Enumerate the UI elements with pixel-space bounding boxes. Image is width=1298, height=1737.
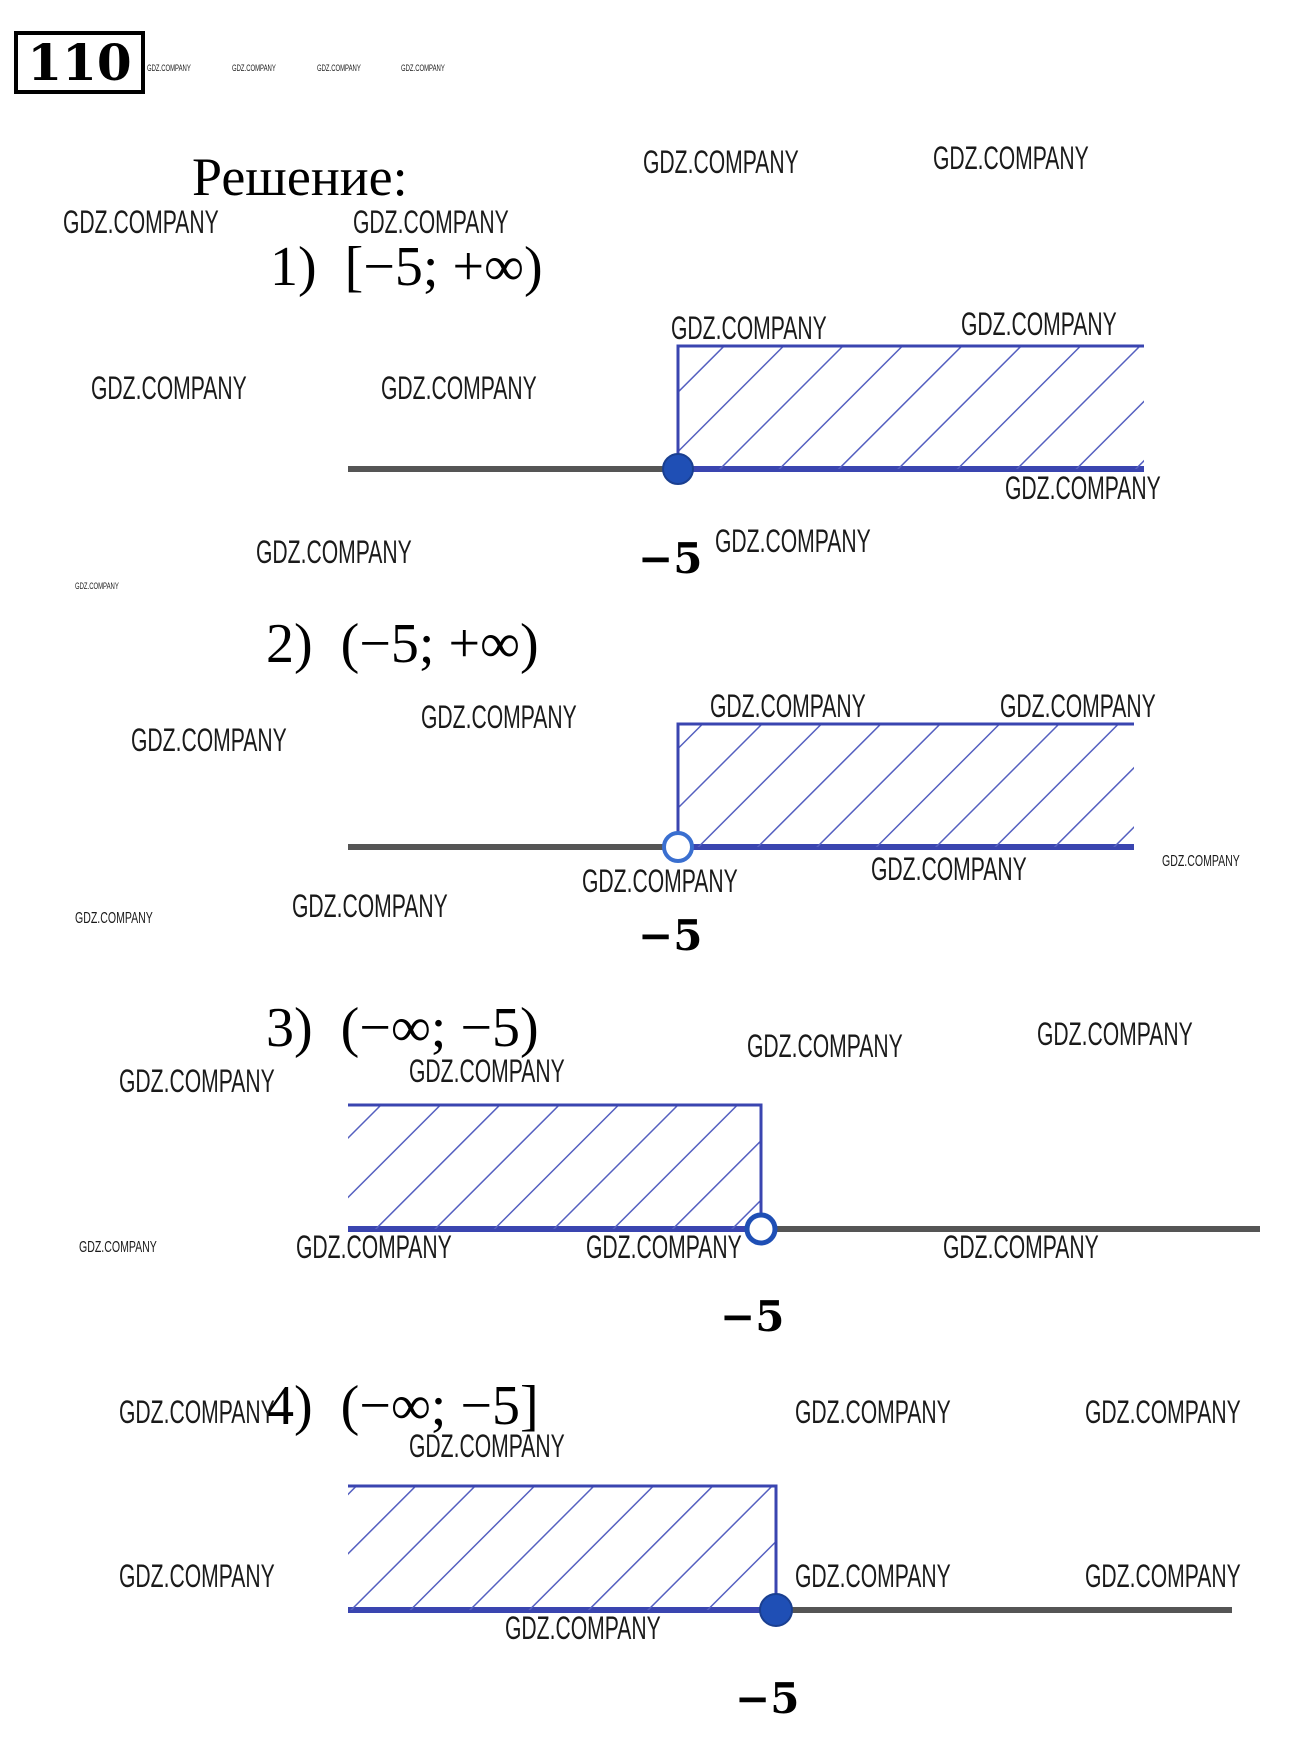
watermark: GDZ.COMPANY bbox=[1085, 1558, 1241, 1594]
watermark: GDZ.COMPANY bbox=[505, 1610, 661, 1646]
watermark: GDZ.COMPANY bbox=[421, 699, 577, 735]
watermark: GDZ.COMPANY bbox=[1085, 1394, 1241, 1430]
watermark: GDZ.COMPANY bbox=[871, 851, 1027, 887]
watermark: GDZ.COMPANY bbox=[747, 1028, 903, 1064]
tick-label-4: −5 bbox=[735, 1674, 800, 1723]
watermark: GDZ.COMPANY bbox=[643, 144, 799, 180]
number-line-4 bbox=[348, 1486, 1232, 1626]
shade-1 bbox=[678, 346, 1144, 469]
watermark: GDZ.COMPANY bbox=[119, 1558, 275, 1594]
tick-label-3: −5 bbox=[720, 1292, 785, 1341]
watermark: GDZ.COMPANY bbox=[119, 1063, 275, 1099]
watermark: GDZ.COMPANY bbox=[119, 1394, 275, 1430]
watermark: GDZ.COMPANY bbox=[671, 310, 827, 346]
point-4-filled bbox=[760, 1594, 792, 1626]
shade-3 bbox=[348, 1105, 761, 1229]
watermark: GDZ.COMPANY bbox=[79, 1239, 157, 1256]
watermark: GDZ.COMPANY bbox=[582, 863, 738, 899]
item-3-label: 3) (−∞; −5) bbox=[266, 997, 539, 1059]
number-line-3 bbox=[348, 1105, 1260, 1243]
shade-4 bbox=[348, 1486, 776, 1610]
point-1-filled bbox=[663, 454, 693, 484]
watermark: GDZ.COMPANY bbox=[63, 204, 219, 240]
tick-label-2: −5 bbox=[638, 911, 703, 960]
watermark: GDZ.COMPANY bbox=[1037, 1016, 1193, 1052]
watermark: GDZ.COMPANY bbox=[296, 1229, 452, 1265]
watermark: GDZ.COMPANY bbox=[381, 370, 537, 406]
watermark: GDZ.COMPANY bbox=[795, 1558, 951, 1594]
watermark: GDZ.COMPANY bbox=[256, 534, 412, 570]
item-2-label: 2) (−5; +∞) bbox=[266, 613, 539, 675]
watermark: GDZ.COMPANY bbox=[232, 63, 276, 73]
item-1-label: 1) [−5; +∞) bbox=[270, 236, 543, 298]
item-3-interval: (−∞; −5) bbox=[340, 997, 539, 1059]
watermark: GDZ.COMPANY bbox=[91, 370, 247, 406]
watermark: GDZ.COMPANY bbox=[1162, 853, 1240, 870]
number-line-2 bbox=[348, 724, 1134, 861]
number-line-1 bbox=[348, 346, 1144, 484]
item-4-interval: (−∞; −5] bbox=[340, 1375, 539, 1437]
watermark: GDZ.COMPANY bbox=[317, 63, 361, 73]
watermark: GDZ.COMPANY bbox=[710, 688, 866, 724]
watermark: GDZ.COMPANY bbox=[353, 204, 509, 240]
item-1-interval: [−5; +∞) bbox=[344, 236, 543, 298]
watermark: GDZ.COMPANY bbox=[75, 581, 119, 591]
watermark: GDZ.COMPANY bbox=[409, 1053, 565, 1089]
watermark: GDZ.COMPANY bbox=[943, 1229, 1099, 1265]
solution-heading: Решение: bbox=[192, 147, 408, 207]
watermark: GDZ.COMPANY bbox=[961, 306, 1117, 342]
watermark: GDZ.COMPANY bbox=[292, 888, 448, 924]
watermark: GDZ.COMPANY bbox=[795, 1394, 951, 1430]
watermark: GDZ.COMPANY bbox=[409, 1428, 565, 1464]
point-2-hollow bbox=[664, 833, 692, 861]
item-4-label: 4) (−∞; −5] bbox=[266, 1375, 539, 1437]
tick-label-1: −5 bbox=[638, 534, 703, 583]
point-3-hollow bbox=[747, 1215, 775, 1243]
watermark: GDZ.COMPANY bbox=[1000, 688, 1156, 724]
watermark: GDZ.COMPANY bbox=[586, 1229, 742, 1265]
watermark: GDZ.COMPANY bbox=[715, 523, 871, 559]
watermark: GDZ.COMPANY bbox=[1005, 470, 1161, 506]
shade-2 bbox=[678, 724, 1134, 847]
watermark: GDZ.COMPANY bbox=[131, 722, 287, 758]
watermark: GDZ.COMPANY bbox=[75, 910, 153, 927]
item-2-interval: (−5; +∞) bbox=[340, 613, 539, 675]
watermark: GDZ.COMPANY bbox=[147, 63, 191, 73]
task-number: 110 bbox=[27, 32, 132, 92]
watermark: GDZ.COMPANY bbox=[933, 140, 1089, 176]
watermark: GDZ.COMPANY bbox=[401, 63, 445, 73]
